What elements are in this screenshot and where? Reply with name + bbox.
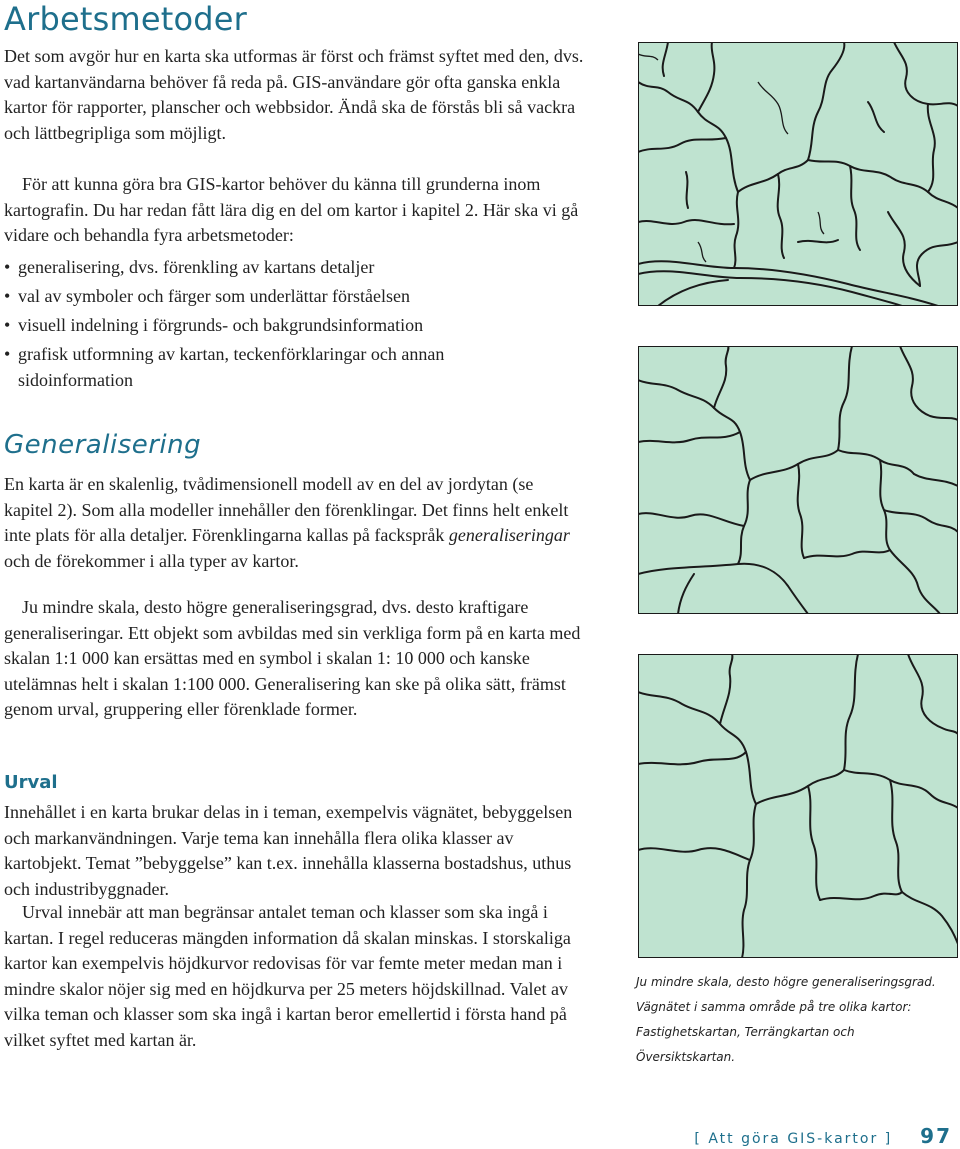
generalisering-paragraph-2 <box>4 595 584 723</box>
map-terrangkartan <box>638 346 958 614</box>
subheading-urval: Urval <box>4 772 58 793</box>
generalisering-text-2: Ju mindre skala, desto högre generaliseringsgrad, dvs. desto kraftigare generaliseringar. Ett objekt som avbildas med sin verkliga form på en karta med skalan 1:1 000 kan ersättas med en symbol i skalan 1: 10 000 och kanske utelämnas helt i skalan 1:100 000. Generalisering kan ske på olika sätt, främst genom urval, gruppering eller förenklade former. <box>4 597 581 720</box>
list-item: • val av symboler och färger som underlättar förståelsen <box>4 284 594 310</box>
list-item: • grafisk utformning av kartan, teckenförklaringar och annan sidoinformation <box>4 342 488 393</box>
map-fastighetskartan <box>638 42 958 306</box>
caption-line-1: Ju mindre skala, desto högre generaliseringsgrad. <box>636 975 936 989</box>
generalisering-paragraph-1 <box>4 472 584 574</box>
generalisering-text-1b: och de förekommer i alla typer av kartor. <box>4 550 299 571</box>
road-map-medium <box>638 346 958 614</box>
urval-paragraph-2 <box>4 900 584 1054</box>
section-heading-generalisering: Generalisering <box>4 430 202 460</box>
map-oversiktskartan <box>638 654 958 958</box>
urval-text-2: Urval innebär att man begränsar antalet teman och klasser som ska ingå i kartan. I regel reduceras mängden information då skalan minskas. I storskaliga kartor kan exempelvis höjdkurvor redovisas för var femte meter medan man i mindre skalor nöjer sig med en höjdkurva per 25 meters höjdskillnad. Valet av vilka teman och klasser som ska ingå i kartan beror emellertid i första hand på vilket syftet med kartan är. <box>4 902 571 1050</box>
intro-text-1: Det som avgör hur en karta ska utformas är först och främst syftet med den, dvs. vad kartanvändarna behöver få reda på. GIS-användare gör ofta ganska enkla kartor för rapporter, planscher och webbsidor. Ändå ska de förstås bli så vackra och lättbegripliga som möjligt. <box>4 46 584 143</box>
page-number: 97 <box>920 1124 952 1148</box>
list-item: • visuell indelning i förgrunds- och bakgrundsinformation <box>4 313 594 339</box>
term-generaliseringar: generaliseringar <box>448 525 570 546</box>
running-head: [ Att göra GIS-kartor ] <box>694 1131 893 1147</box>
urval-paragraph-1 <box>4 800 584 902</box>
road-map-generalised <box>638 654 958 958</box>
caption-line-2: Vägnätet i samma område på tre olika kartor: <box>636 1000 912 1014</box>
figure-caption <box>636 970 956 1070</box>
road-map-detailed <box>638 42 958 306</box>
generalisering-text-1a: En karta är en skalenlig, tvådimensionell modell av en del av jordytan (se kapitel 2). Som alla modeller innehåller den förenklingar. Det finns helt enkelt inte plats för alla detaljer. Förenklingarna kallas på fackspråk <box>4 474 569 546</box>
page-footer <box>694 1124 952 1148</box>
method-list <box>4 255 594 397</box>
page-title: Arbetsmetoder <box>4 0 248 38</box>
urval-text-1: Innehållet i en karta brukar delas in i teman, exempelvis vägnätet, bebyggelsen och markanvändningen. Varje tema kan innehålla flera olika klasser av kartobjekt. Temat ”bebyggelse” kan t.ex. innehålla klasserna bostadshus, uthus och industribyggnader. <box>4 802 573 899</box>
intro-text-2: För att kunna göra bra GIS-kartor behöver du känna till grunderna inom kartografin. Du har redan fått lära dig en del om kartor i kapitel 2. Här ska vi gå vidare och behandla fyra arbetsmetoder: <box>4 174 579 246</box>
caption-line-3: Fastighetskartan, Terrängkartan och Översiktskartan. <box>636 1025 855 1064</box>
list-item: • generalisering, dvs. förenkling av kartans detaljer <box>4 255 594 281</box>
intro-paragraph-2 <box>4 172 584 249</box>
generalisering-text-1 <box>4 472 584 574</box>
intro-paragraph-1 <box>4 44 584 146</box>
